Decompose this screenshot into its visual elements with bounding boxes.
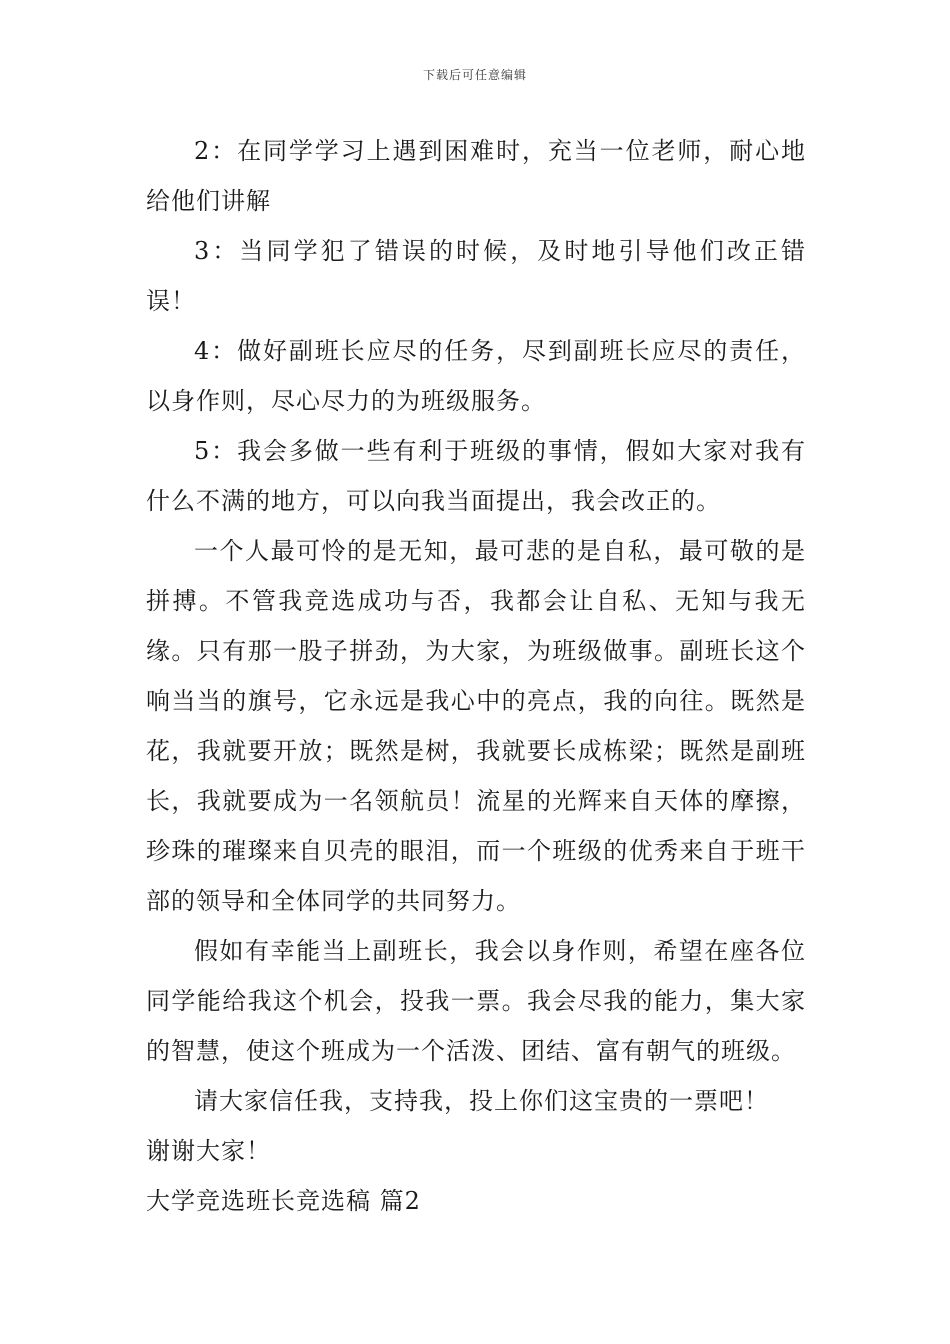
document-body [146, 126, 806, 1226]
paragraph-item-3: 3：当同学犯了错误的时候，及时地引导他们改正错误！ [146, 237, 806, 315]
paragraph-appeal: 请大家信任我，支持我，投上你们这宝贵的一票吧！ [194, 1087, 769, 1115]
paragraph-item-4: 4：做好副班长应尽的任务，尽到副班长应尽的责任，以身作则，尽心尽力的为班级服务。 [146, 337, 806, 415]
paragraph-aspiration: 一个人最可怜的是无知，最可悲的是自私，最可敬的是拼搏。不管我竞选成功与否，我都会让自私、无知与我无缘。只有那一股子拼劲，为大家，为班级做事。副班长这个响当当的旗号，它永远是我心中的亮点，我的向往。既然是花，我就要开放；既然是树，我就要长成栋梁；既然是副班长，我就要成为一名领航员！流星的光辉来自天体的摩擦，珍珠的璀璨来自贝壳的眼泪，而一个班级的优秀来自于班干部的领导和全体同学的共同努力。 [146, 537, 806, 915]
section-title: 大学竞选班长竞选稿 篇2 [146, 1187, 421, 1215]
paragraph-item-5: 5：我会多做一些有利于班级的事情，假如大家对我有什么不满的地方，可以向我当面提出，我会改正的。 [146, 437, 806, 515]
paragraph-commitment: 假如有幸能当上副班长，我会以身作则，希望在座各位同学能给我这个机会，投我一票。我会尽我的能力，集大家的智慧，使这个班成为一个活泼、团结、富有朝气的班级。 [146, 937, 806, 1065]
paragraph-item-2: 2：在同学学习上遇到困难时，充当一位老师，耐心地给他们讲解 [146, 137, 806, 215]
paragraph-thanks: 谢谢大家！ [146, 1137, 271, 1165]
page-header-note: 下载后可任意编辑 [422, 68, 527, 82]
